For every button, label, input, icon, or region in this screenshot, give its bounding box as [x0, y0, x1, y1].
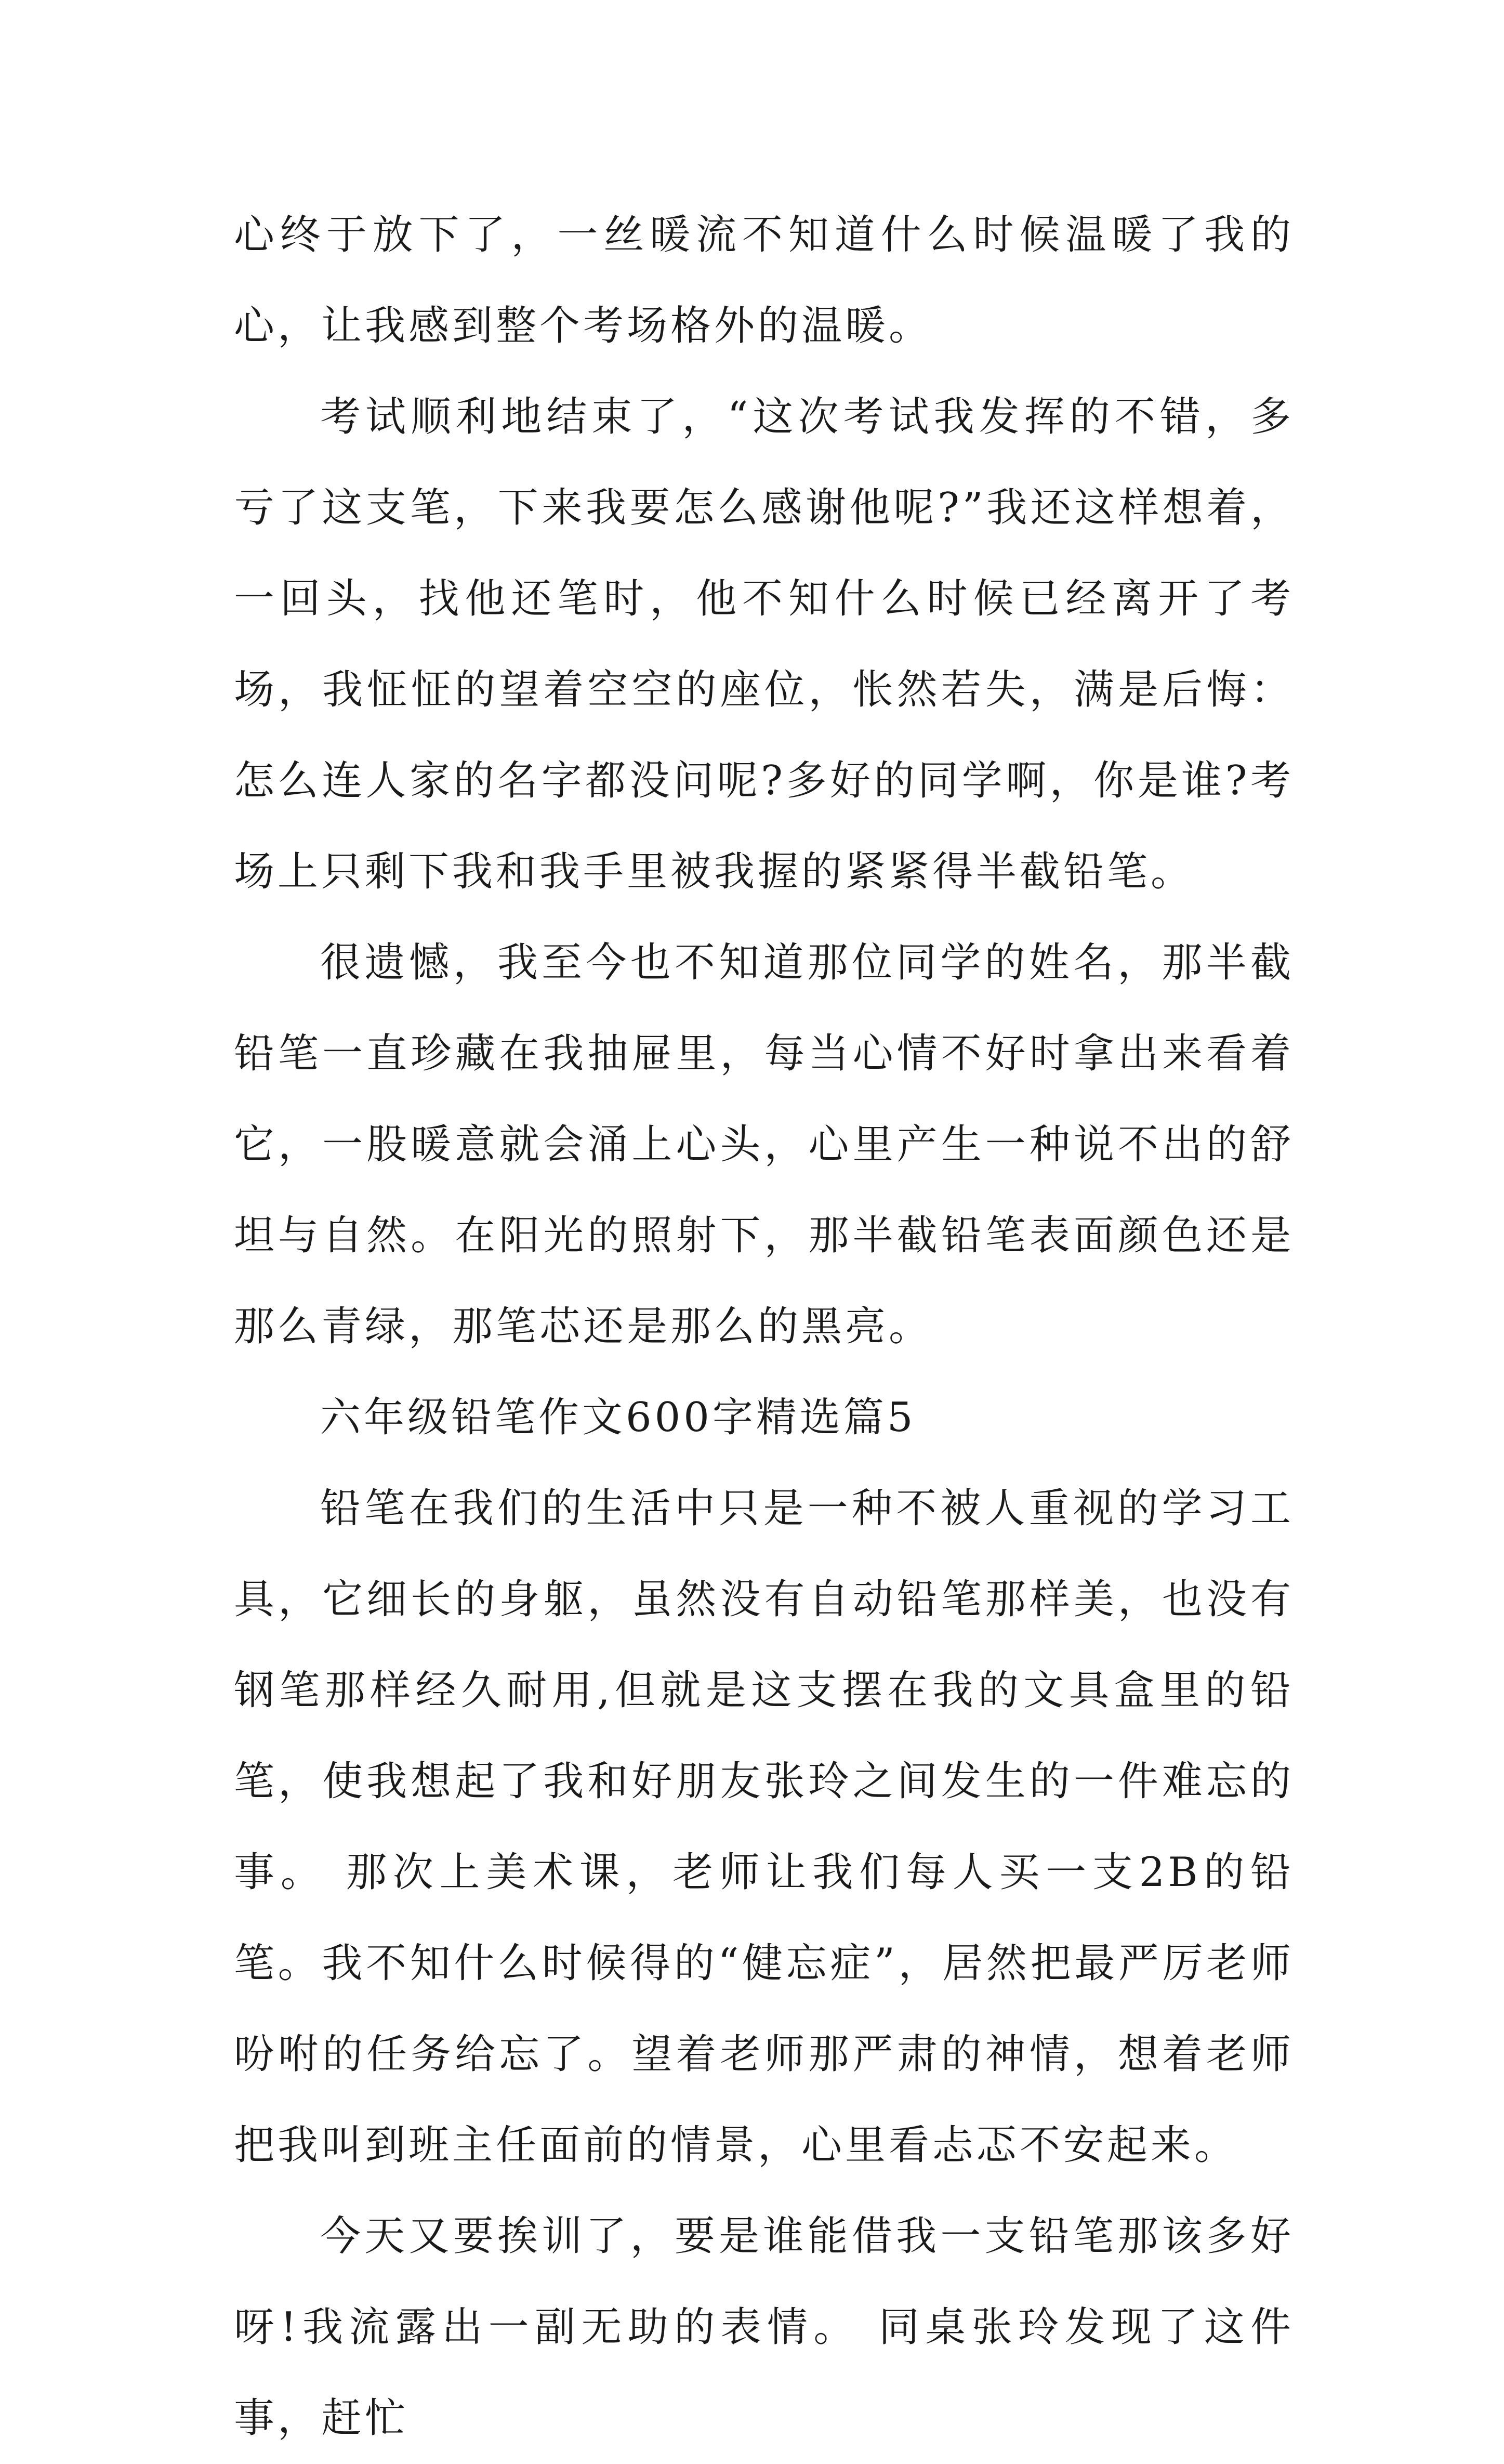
paragraph-1: 心终于放下了，一丝暖流不知道什么时候温暖了我的心，让我感到整个考场格外的温暖。	[234, 212, 1294, 349]
paragraph-4: 铅笔在我们的生活中只是一种不被人重视的学习工具，它细长的身躯，虽然没有自动铅笔那样美，也没有钢笔那样经久耐用,但就是这支摆在我的文具盒里的铅笔，使我想起了我和好朋友张玲之间发生的一件难忘的事。 那次上美术课，老师让我们每人买一支2B的铅笔。我不知什么时候得的“健忘症”，居然把最严厉老师吩咐的任务给忘了。望着老师那严肃的神情，想着老师把我叫到班主任面前的情景，心里看忐忑不安起来。	[234, 1485, 1294, 2169]
article-body	[234, 190, 1294, 2464]
paragraph-3: 很遗憾，我至今也不知道那位同学的姓名，那半截铅笔一直珍藏在我抽屉里，每当心情不好时拿出来看着它，一股暖意就会涌上心头，心里产生一种说不出的舒坦与自然。在阳光的照射下，那半截铅笔表面颜色还是那么青绿，那笔芯还是那么的黑亮。	[234, 939, 1294, 1350]
section-heading: 六年级铅笔作文600字精选篇5	[320, 1394, 916, 1441]
paragraph-2: 考试顺利地结束了，“这次考试我发挥的不错，多亏了这支笔，下来我要怎么感谢他呢?”我还这样想着，一回头，找他还笔时，他不知什么时候已经离开了考场，我怔怔的望着空空的座位，怅然若失，满是后悔：怎么连人家的名字都没问呢?多好的同学啊，你是谁?考场上只剩下我和我手里被我握的紧紧得半截铅笔。	[234, 394, 1294, 895]
paragraph-5: 今天又要挨训了，要是谁能借我一支铅笔那该多好呀!我流露出一副无助的表情。 同桌张玲发现了这件事，赶忙	[234, 2213, 1294, 2442]
